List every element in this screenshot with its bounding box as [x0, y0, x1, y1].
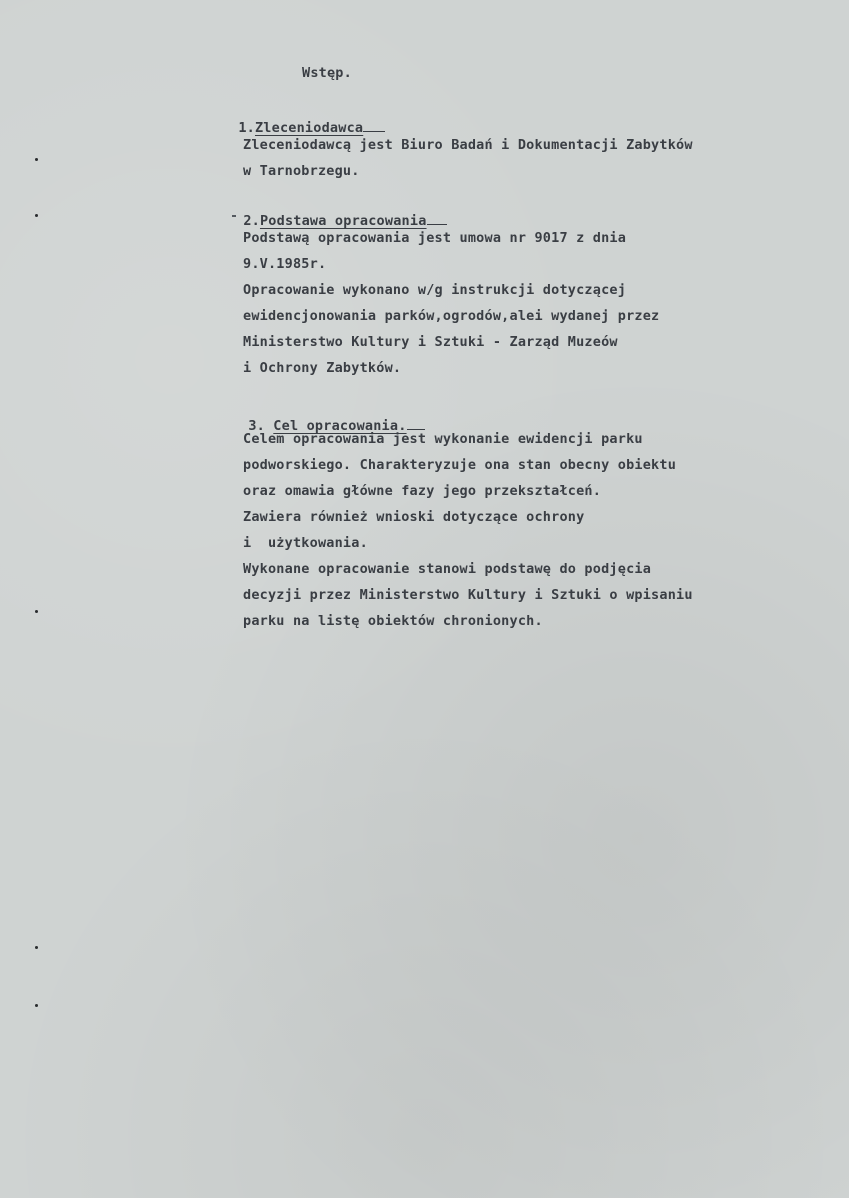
punch-hole-mark — [35, 610, 38, 613]
section-2-line-3: Opracowanie wykonano w/g instrukcji dotyczącej — [243, 282, 627, 298]
section-3-line-6: Wykonane opracowanie stanowi podstawę do podjęcia — [243, 561, 652, 577]
punch-hole-mark — [35, 214, 38, 217]
section-3-line-7: decyzji przez Ministerstwo Kultury i Sztuki o wpisaniu — [243, 587, 693, 603]
punch-hole-mark — [35, 946, 38, 949]
section-2-line-4: ewidencjonowania parków,ogrodów,alei wydanej przez — [243, 308, 660, 324]
section-2-line-5: Ministerstwo Kultury i Sztuki - Zarząd Muzeów — [243, 334, 618, 350]
section-1-underline — [363, 117, 385, 132]
document-title: Wstęp. — [302, 65, 352, 81]
section-3-line-4: Zawiera również wnioski dotyczące ochrony — [243, 509, 585, 525]
section-3-title: Cel opracowania. — [273, 418, 407, 434]
section-2-line-6: i Ochrony Zabytków. — [243, 360, 402, 376]
section-2-title: Podstawa opracowania — [259, 213, 427, 229]
section-3-line-2: podworskiego. Charakteryzuje ona stan obecny obiektu — [243, 457, 677, 473]
section-3-line-5: i użytkowania. — [243, 535, 368, 551]
punch-hole-mark — [35, 1004, 38, 1007]
margin-tick-mark — [232, 215, 236, 217]
section-1-line-2: w Tarnobrzegu. — [243, 163, 360, 179]
section-1-title: Zleceniodawca — [254, 120, 364, 136]
section-2-number: 2. — [243, 213, 260, 229]
section-1-line-1: Zleceniodawcą jest Biuro Badań i Dokumentacji Zabytków — [243, 137, 693, 153]
section-3-number: 3. — [248, 418, 265, 434]
punch-hole-mark — [35, 158, 38, 161]
section-3-line-8: parku na listę obiektów chronionych. — [243, 613, 543, 629]
section-2-line-1: Podstawą opracowania jest umowa nr 9017 z dnia — [243, 230, 627, 246]
section-2-underline — [427, 210, 447, 225]
section-3-line-3: oraz omawia główne fazy jego przekształceń. — [243, 483, 602, 499]
section-3-line-1: Celem opracowania jest wykonanie ewidencji parku — [243, 431, 643, 447]
section-1-number: 1. — [238, 120, 255, 136]
section-3-underline — [407, 415, 425, 430]
section-2-line-2: 9.V.1985r. — [243, 256, 327, 272]
